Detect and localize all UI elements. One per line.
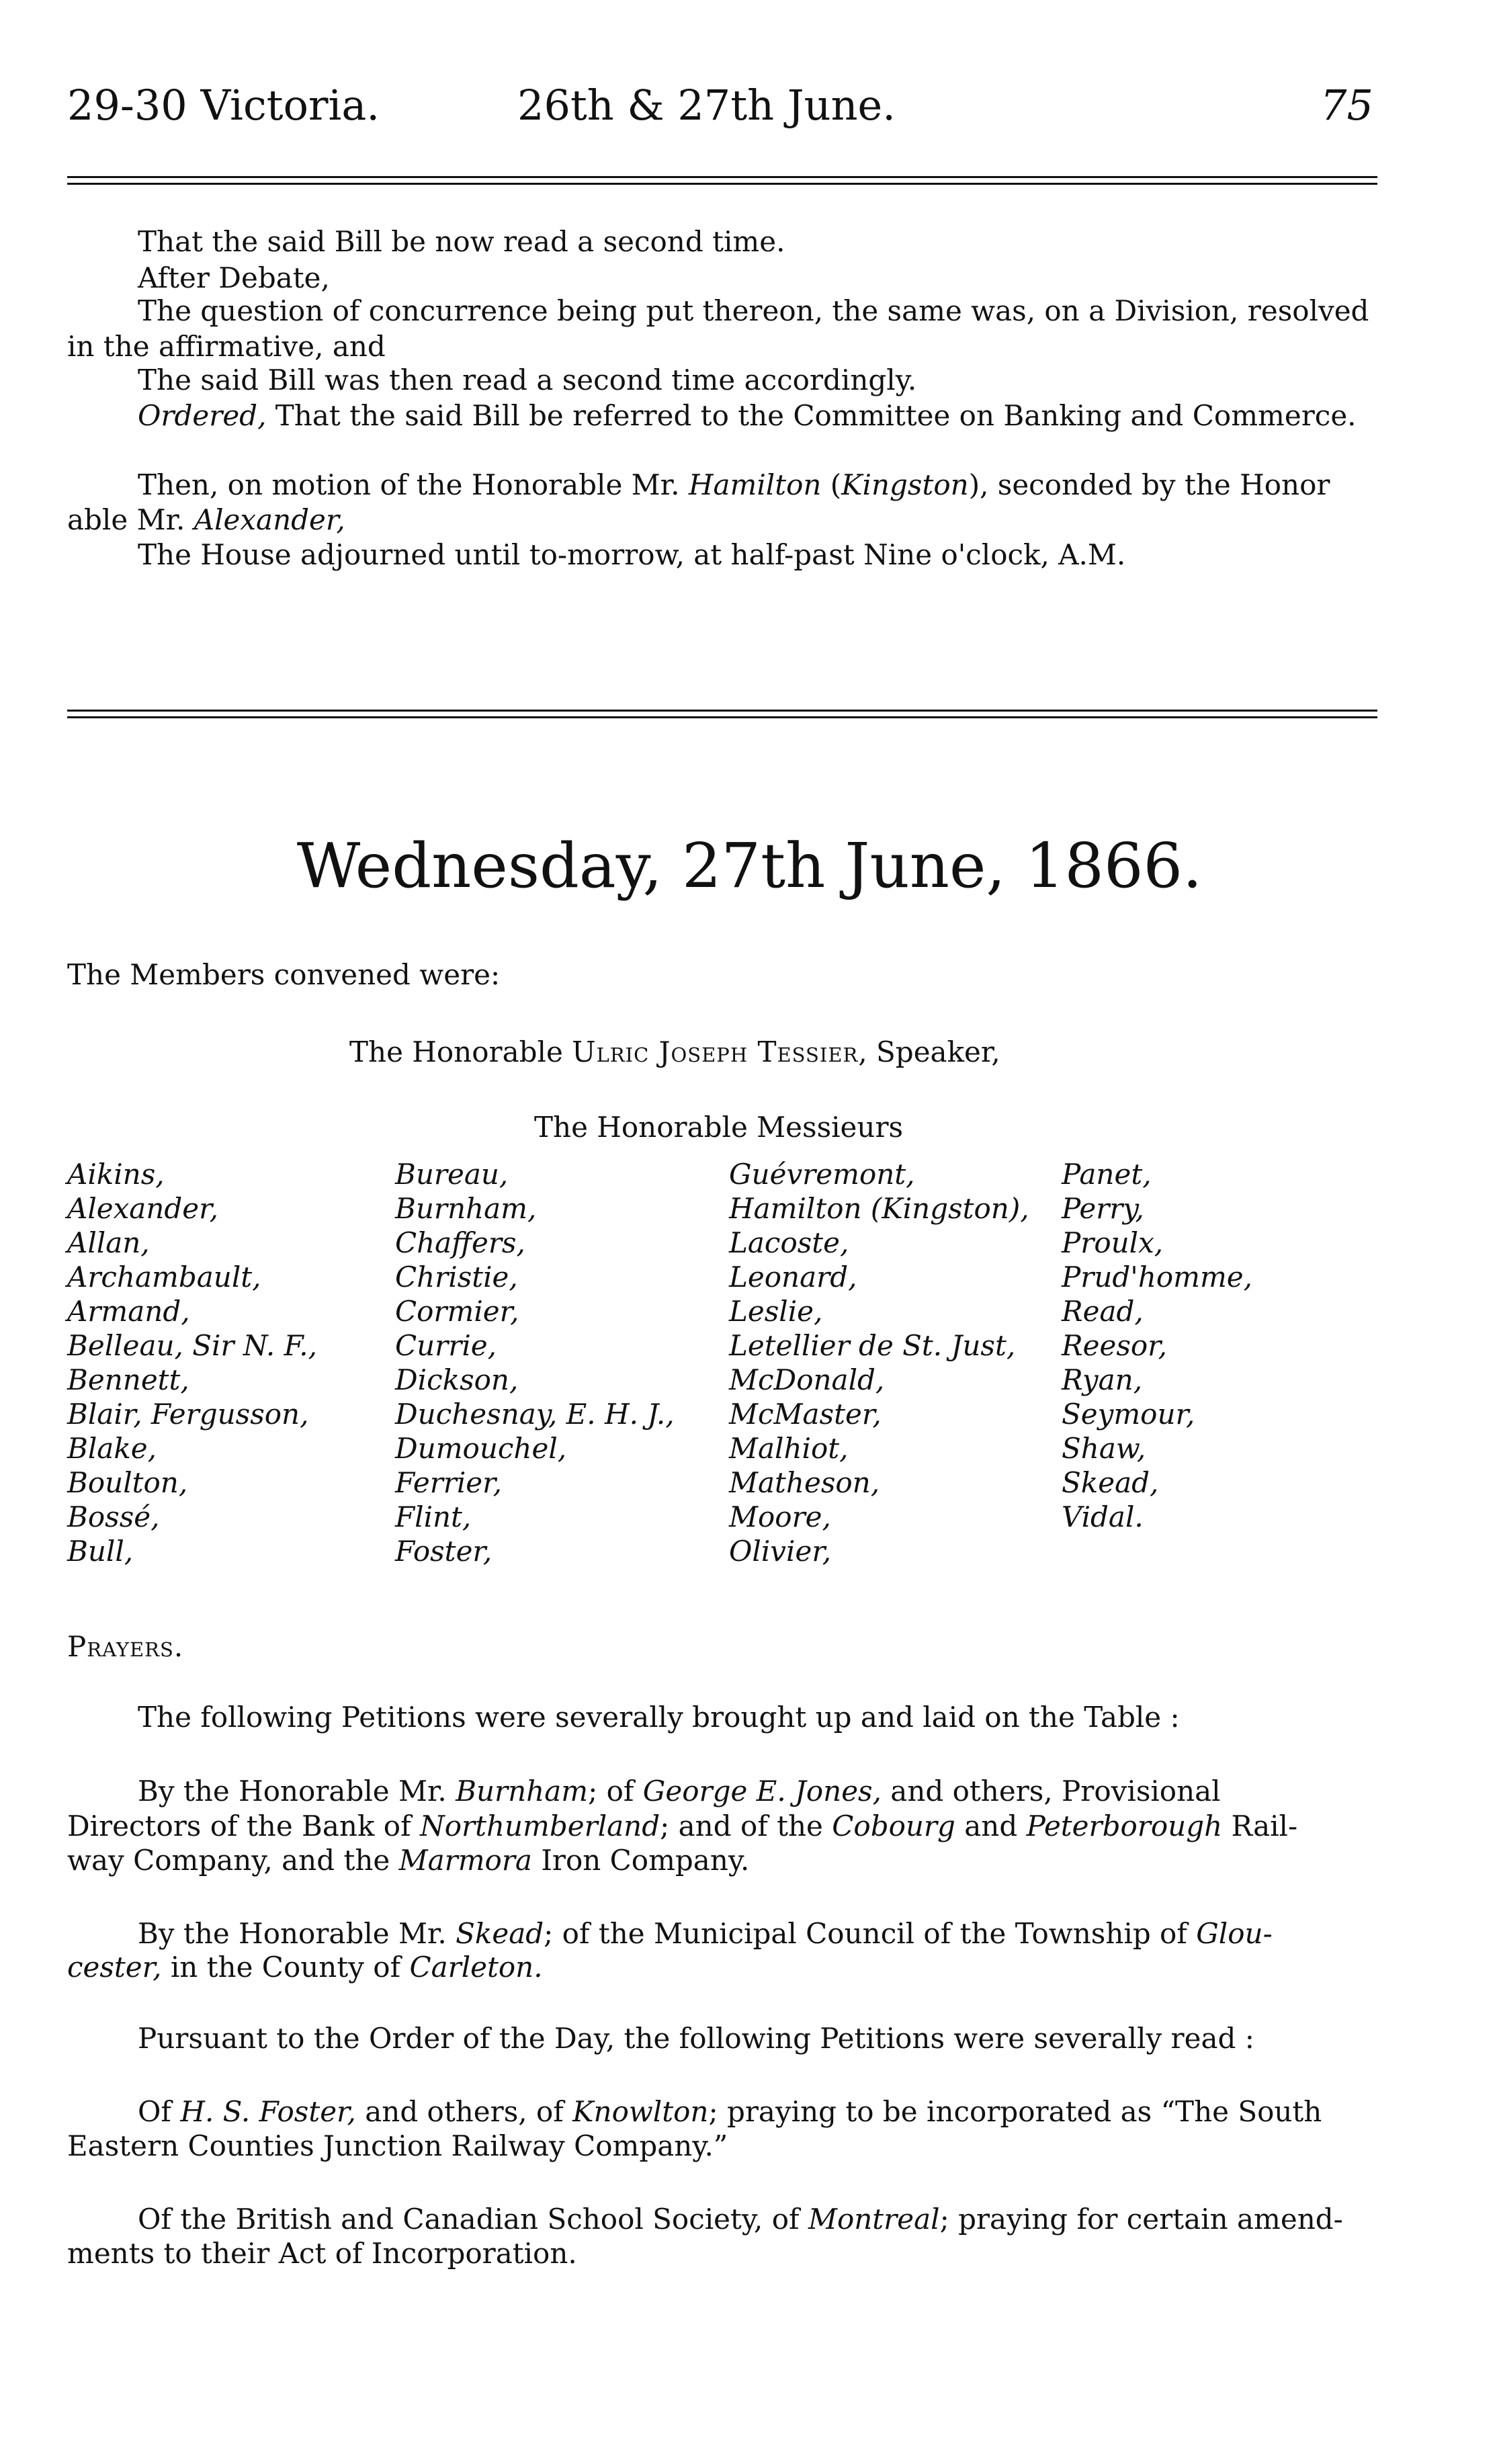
petitioner-name: H. S. Foster, xyxy=(180,2095,356,2128)
motion-text: able Mr. xyxy=(67,503,194,536)
member-name: Leonard, xyxy=(729,1261,857,1293)
petition-text: and xyxy=(955,1810,1027,1842)
petition-text: ; praying for certain amend- xyxy=(939,2203,1343,2236)
section-rule-bottom xyxy=(67,716,1377,718)
motion-place: Kingston xyxy=(841,468,969,501)
petition-text: in the County of xyxy=(161,1951,410,1984)
member-name: Christie, xyxy=(395,1261,518,1293)
member-name: Cormier, xyxy=(395,1295,519,1328)
member-column-3 xyxy=(729,1157,1029,1568)
member-name: Boulton, xyxy=(67,1466,188,1499)
petition-text: and others, Provisional xyxy=(881,1775,1221,1808)
header-rule-bottom xyxy=(67,183,1377,185)
member-name: Duchesnay, E. H. J., xyxy=(395,1398,675,1431)
motion-text: ( xyxy=(821,468,842,501)
member-name: Chaffers, xyxy=(395,1226,525,1259)
member-name: McDonald, xyxy=(729,1363,885,1396)
petition-text: By the Honorable Mr. xyxy=(138,1775,456,1808)
member-name: Vidal. xyxy=(1062,1500,1144,1533)
petition-line: ments to their Act of Incorporation. xyxy=(67,2237,577,2270)
petition-text: Directors of the Bank of xyxy=(67,1810,420,1842)
member-name: Reesor, xyxy=(1062,1329,1167,1362)
member-name: Read, xyxy=(1062,1295,1144,1328)
place-name: Northumberland xyxy=(419,1810,660,1842)
header-volume: 29-30 Victoria. xyxy=(67,81,380,130)
place-name: Marmora xyxy=(398,1844,532,1877)
member-name: Hamilton (Kingston), xyxy=(729,1192,1029,1225)
place-name: Glou- xyxy=(1196,1917,1273,1950)
member-name: Belleau, Sir N. F., xyxy=(67,1329,317,1362)
member-name: Moore, xyxy=(729,1500,831,1533)
petition-line xyxy=(138,1916,1273,1951)
petition-text: Of the British and Canadian School Society, of xyxy=(138,2203,808,2236)
petition-text: Of xyxy=(138,2095,181,2128)
member-name: Bossé, xyxy=(67,1500,160,1533)
place-name: Peterborough xyxy=(1026,1810,1223,1842)
speaker-post: , Speaker, xyxy=(858,1035,1000,1068)
petition-text: ; and of the xyxy=(660,1810,832,1842)
text-line xyxy=(67,503,345,538)
member-column-2 xyxy=(395,1157,675,1568)
petition-line xyxy=(138,1774,1221,1809)
member-name: McMaster, xyxy=(729,1398,882,1431)
petition-line xyxy=(138,2094,1322,2129)
petition-text: Rail- xyxy=(1222,1810,1298,1842)
member-name: Dumouchel, xyxy=(395,1432,567,1465)
place-name: Knowlton xyxy=(572,2095,709,2128)
member-name: Flint, xyxy=(395,1500,472,1533)
motion-text: Then, on motion of the Honorable Mr. xyxy=(138,468,689,501)
ordered-text: That the said Bill be referred to the Committee on Banking and Commerce. xyxy=(266,399,1357,432)
member-name: Panet, xyxy=(1062,1158,1152,1191)
member-name: Perry, xyxy=(1062,1192,1144,1225)
member-name: Foster, xyxy=(395,1535,492,1568)
text-line: in the affirmative, and xyxy=(67,330,386,363)
member-name: Proulx, xyxy=(1062,1226,1164,1259)
member-name: Ryan, xyxy=(1062,1363,1143,1396)
member-name: Bennett, xyxy=(67,1363,189,1396)
text-line: The said Bill was then read a second time accordingly. xyxy=(138,364,917,396)
header-rule-top xyxy=(67,176,1377,178)
petition-text: Iron Company. xyxy=(531,1844,750,1877)
place-name: Montreal xyxy=(808,2203,940,2236)
member-name: Letellier de St. Just, xyxy=(729,1329,1016,1362)
text-line: The question of concurrence being put thereon, the same was, on a Division, resolved xyxy=(138,294,1369,327)
petition-text: ; of the Municipal Council of the Township of xyxy=(544,1917,1197,1950)
member-name: Ferrier, xyxy=(395,1466,502,1499)
text-line: After Debate, xyxy=(138,261,330,294)
date-heading: Wednesday, 27th June, 1866. xyxy=(296,830,1203,902)
member-name: Armand, xyxy=(67,1295,190,1328)
running-head xyxy=(0,81,1499,155)
petition-presenter: Skead xyxy=(456,1917,544,1950)
petition-line xyxy=(67,1950,543,1985)
petition-text: and others, of xyxy=(355,2095,573,2128)
header-dates: 26th & 27th June. xyxy=(517,81,896,130)
page-number: 75 xyxy=(1320,81,1373,130)
member-list xyxy=(67,1157,1377,1601)
motion-mover: Hamilton xyxy=(688,468,822,501)
place-name: Cobourg xyxy=(832,1810,955,1842)
petition-text: By the Honorable Mr. xyxy=(138,1917,456,1950)
member-name: Blair, Fergusson, xyxy=(67,1398,309,1431)
member-name: Matheson, xyxy=(729,1466,880,1499)
member-name: Aikins, xyxy=(67,1158,165,1191)
member-name: Leslie, xyxy=(729,1295,823,1328)
member-name: Archambault, xyxy=(67,1261,261,1293)
petitioner-name: George E. Jones, xyxy=(642,1775,882,1808)
text-line: The House adjourned until to-morrow, at half-past Nine o'clock, A.M. xyxy=(138,538,1126,571)
speaker-name: Ulric Joseph Tessier xyxy=(572,1035,859,1068)
petition-line xyxy=(138,2202,1343,2237)
member-name: Bureau, xyxy=(395,1158,509,1191)
text-line: That the said Bill be now read a second time. xyxy=(138,225,785,258)
member-name: Guévremont, xyxy=(729,1158,915,1191)
speaker-line xyxy=(349,1035,1000,1070)
prayers-heading: Prayers. xyxy=(67,1630,184,1663)
members-intro: The Members convened were: xyxy=(67,958,501,991)
member-name: Lacoste, xyxy=(729,1226,849,1259)
speaker-pre: The Honorable xyxy=(349,1035,572,1068)
section-rule-top xyxy=(67,710,1377,712)
member-name: Allan, xyxy=(67,1226,150,1259)
text-line xyxy=(138,398,1357,433)
place-name: Carleton. xyxy=(409,1951,543,1984)
petition-line xyxy=(67,1843,749,1878)
motion-text: ), seconded by the Honor xyxy=(968,468,1330,501)
text-line xyxy=(138,468,1330,503)
petition-text: ; of xyxy=(588,1775,643,1808)
petition-line: Eastern Counties Junction Railway Company.” xyxy=(67,2129,728,2162)
petition-text: ; praying to be incorporated as “The South xyxy=(708,2095,1322,2128)
place-name: cester, xyxy=(67,1951,162,1984)
petitions-read-intro: Pursuant to the Order of the Day, the following Petitions were severally read : xyxy=(138,2022,1254,2055)
petition-text: way Company, and the xyxy=(67,1844,399,1877)
member-name: Prud'homme, xyxy=(1062,1261,1253,1293)
motion-seconder: Alexander, xyxy=(194,503,345,536)
member-name: Blake, xyxy=(67,1432,157,1465)
member-name: Dickson, xyxy=(395,1363,519,1396)
member-name: Currie, xyxy=(395,1329,497,1362)
petition-presenter: Burnham xyxy=(456,1775,589,1808)
member-name: Malhiot, xyxy=(729,1432,849,1465)
member-name: Olivier, xyxy=(729,1535,832,1568)
petition-line xyxy=(67,1809,1297,1844)
ordered-word: Ordered, xyxy=(138,399,267,432)
member-column-4 xyxy=(1062,1157,1252,1534)
member-name: Alexander, xyxy=(67,1192,218,1225)
member-name: Burnham, xyxy=(395,1192,537,1225)
petitions-laid-intro: The following Petitions were severally brought up and laid on the Table : xyxy=(138,1701,1180,1734)
member-column-1 xyxy=(67,1157,317,1568)
messieurs-heading: The Honorable Messieurs xyxy=(534,1111,904,1144)
member-name: Seymour, xyxy=(1062,1398,1195,1431)
member-name: Skead, xyxy=(1062,1466,1159,1499)
member-name: Shaw, xyxy=(1062,1432,1146,1465)
member-name: Bull, xyxy=(67,1535,134,1568)
